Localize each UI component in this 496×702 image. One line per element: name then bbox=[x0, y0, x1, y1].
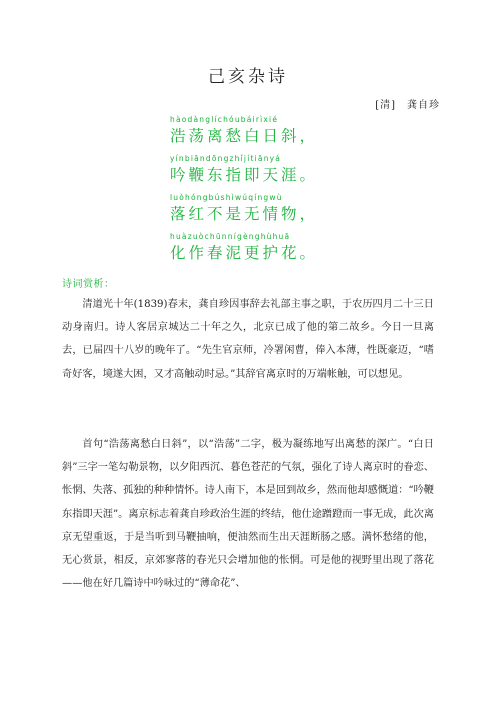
poem-line-pinyin: huàzuòchūnnígènghùhuā bbox=[170, 232, 291, 241]
appreciation-paragraph: 首句“浩荡离愁白日斜”，以“浩荡”二字，极为凝练地写出离愁的深广。“白日斜”三字一笔勾勒景物，以夕阳西沉、暮色苍茫的气氛，强化了诗人离京时的眷恋、怅惘、失落、孤独的种种情怀。诗人南下，本是回到故乡，然而他却感慨道：“吟鞭东指即天涯”。离京标志着龚自珍政治生涯的终结，他仕途蹭蹬而一事无成，此次离京无望重返，于是当听到马鞭抽响，便油然而生出天涯断肠之感。满怀愁绪的他，无心赏景，相反，京郊寥落的春光只会增加他的怅惘。可是他的视野里出现了落花——他在好几篇诗中吟咏过的“薄命花”、 bbox=[62, 439, 434, 590]
poem-line bbox=[170, 153, 318, 186]
poem-line-text: 化作春泥更护花。 bbox=[170, 244, 319, 262]
poem-line-pinyin: luòhóngbúshìwúqíngwù bbox=[170, 193, 283, 202]
poem-body bbox=[170, 114, 318, 270]
poem-line bbox=[170, 114, 318, 147]
poem-line bbox=[170, 231, 318, 264]
poem-author: [清] 龚自珍 bbox=[375, 100, 440, 111]
appreciation-paragraph: 清道光十年(1839)春末，龚自珍因事辞去礼部主事之职，于农历四月二十三日动身南归。诗人客居京城达二十年之久，北京已成了他的第二故乡。今日一旦离去，已届四十八岁的晚年了。“先生官京师，冷署闲曹，俸入本薄，性既豪迈，“嗜奇好客，境遂大困，又才高触动时忌。”其辞官离京时的万端帐触，可以想见。 bbox=[62, 299, 434, 380]
poem-line-pinyin: yínbiāndōngzhǐjítiānyá bbox=[170, 154, 282, 163]
poem-line-text: 浩荡离愁白日斜， bbox=[170, 127, 319, 145]
appreciation-label: 诗词赏析： bbox=[62, 279, 115, 290]
poem-title: 己亥杂诗 bbox=[208, 67, 288, 87]
poem-line-text: 落红不是无情物， bbox=[170, 205, 319, 223]
poem-line bbox=[170, 192, 318, 225]
poem-line-pinyin: hàodànglíchóubáirìxié bbox=[170, 115, 279, 124]
poem-line-text: 吟鞭东指即天涯。 bbox=[170, 166, 319, 184]
